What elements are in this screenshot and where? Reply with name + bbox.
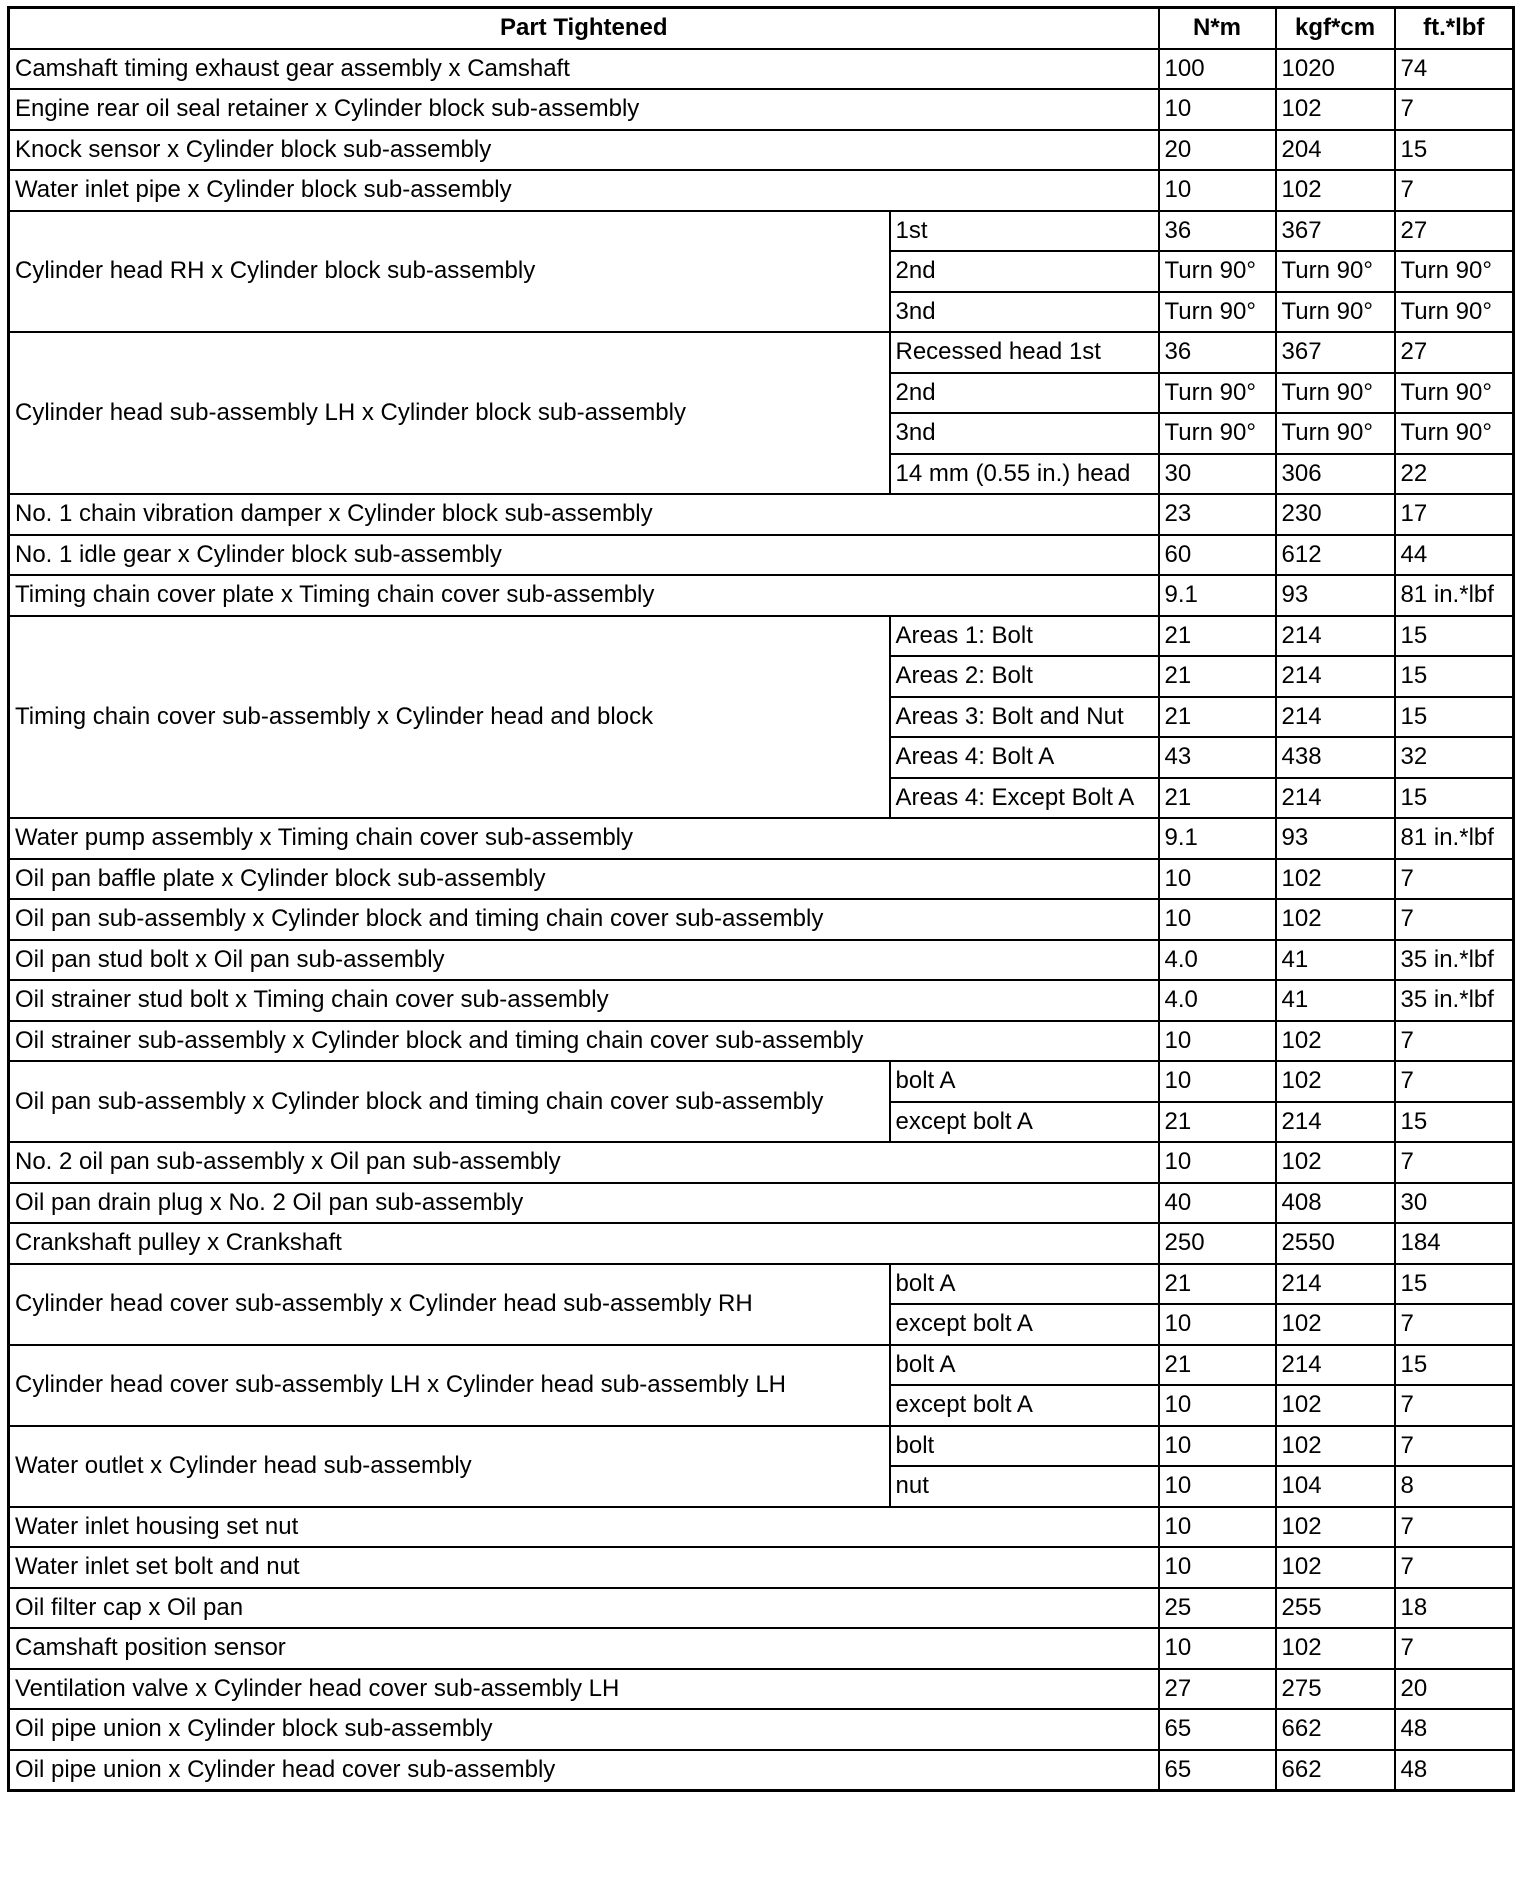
- torque-nm-cell: 10: [1159, 1385, 1276, 1426]
- torque-kgf-cm-cell: 102: [1276, 170, 1395, 211]
- condition-cell: 14 mm (0.55 in.) head: [890, 454, 1159, 495]
- torque-ft-lbf-cell: Turn 90°: [1395, 373, 1514, 414]
- part-tightened-cell: Oil pipe union x Cylinder head cover sub-assembly: [9, 1750, 1159, 1791]
- torque-kgf-cm-cell: 214: [1276, 616, 1395, 657]
- table-row: [9, 1547, 1514, 1588]
- torque-ft-lbf-cell: 15: [1395, 656, 1514, 697]
- torque-nm-cell: 27: [1159, 1669, 1276, 1710]
- table-row: [9, 1426, 1514, 1467]
- torque-kgf-cm-cell: Turn 90°: [1276, 413, 1395, 454]
- table-row: [9, 1345, 1514, 1386]
- part-tightened-cell: Water outlet x Cylinder head sub-assembly: [9, 1426, 890, 1507]
- torque-nm-cell: 21: [1159, 1345, 1276, 1386]
- part-tightened-cell: Ventilation valve x Cylinder head cover sub-assembly LH: [9, 1669, 1159, 1710]
- table-header-row: [9, 8, 1514, 49]
- torque-ft-lbf-cell: 81 in.*lbf: [1395, 818, 1514, 859]
- torque-nm-cell: 10: [1159, 1547, 1276, 1588]
- table-row: [9, 49, 1514, 90]
- table-row: [9, 1142, 1514, 1183]
- torque-ft-lbf-cell: 48: [1395, 1709, 1514, 1750]
- torque-kgf-cm-cell: 367: [1276, 211, 1395, 252]
- torque-ft-lbf-cell: 35 in.*lbf: [1395, 980, 1514, 1021]
- condition-cell: nut: [890, 1466, 1159, 1507]
- condition-cell: except bolt A: [890, 1102, 1159, 1143]
- torque-kgf-cm-cell: Turn 90°: [1276, 292, 1395, 333]
- part-tightened-cell: No. 2 oil pan sub-assembly x Oil pan sub-assembly: [9, 1142, 1159, 1183]
- torque-kgf-cm-cell: 214: [1276, 1345, 1395, 1386]
- torque-nm-cell: Turn 90°: [1159, 373, 1276, 414]
- torque-kgf-cm-cell: 306: [1276, 454, 1395, 495]
- torque-ft-lbf-cell: 7: [1395, 1628, 1514, 1669]
- table-row: [9, 1061, 1514, 1102]
- torque-kgf-cm-cell: 102: [1276, 1304, 1395, 1345]
- table-row: [9, 575, 1514, 616]
- torque-ft-lbf-cell: Turn 90°: [1395, 413, 1514, 454]
- torque-ft-lbf-cell: 15: [1395, 616, 1514, 657]
- torque-ft-lbf-cell: 30: [1395, 1183, 1514, 1224]
- table-row: [9, 535, 1514, 576]
- table-row: [9, 1183, 1514, 1224]
- condition-cell: Areas 4: Except Bolt A: [890, 778, 1159, 819]
- part-tightened-cell: Oil filter cap x Oil pan: [9, 1588, 1159, 1629]
- torque-ft-lbf-cell: 7: [1395, 1304, 1514, 1345]
- condition-cell: 3nd: [890, 413, 1159, 454]
- part-tightened-cell: Oil pan baffle plate x Cylinder block sub-assembly: [9, 859, 1159, 900]
- table-row: [9, 89, 1514, 130]
- table-row: [9, 130, 1514, 171]
- condition-cell: Recessed head 1st: [890, 332, 1159, 373]
- table-row: [9, 1507, 1514, 1548]
- torque-nm-cell: 21: [1159, 616, 1276, 657]
- torque-kgf-cm-cell: 102: [1276, 899, 1395, 940]
- torque-kgf-cm-cell: 93: [1276, 575, 1395, 616]
- torque-nm-cell: 65: [1159, 1709, 1276, 1750]
- table-row: [9, 1588, 1514, 1629]
- torque-nm-cell: Turn 90°: [1159, 251, 1276, 292]
- torque-ft-lbf-cell: 18: [1395, 1588, 1514, 1629]
- torque-ft-lbf-cell: 7: [1395, 859, 1514, 900]
- table-row: [9, 332, 1514, 373]
- part-tightened-cell: Camshaft timing exhaust gear assembly x Camshaft: [9, 49, 1159, 90]
- torque-nm-cell: 21: [1159, 697, 1276, 738]
- torque-kgf-cm-cell: 102: [1276, 89, 1395, 130]
- condition-cell: bolt A: [890, 1345, 1159, 1386]
- torque-kgf-cm-cell: Turn 90°: [1276, 251, 1395, 292]
- part-tightened-cell: Water inlet set bolt and nut: [9, 1547, 1159, 1588]
- torque-ft-lbf-cell: 7: [1395, 1021, 1514, 1062]
- torque-kgf-cm-cell: 204: [1276, 130, 1395, 171]
- table-row: [9, 818, 1514, 859]
- torque-kgf-cm-cell: 104: [1276, 1466, 1395, 1507]
- torque-nm-cell: 10: [1159, 89, 1276, 130]
- torque-ft-lbf-cell: 48: [1395, 1750, 1514, 1791]
- part-tightened-cell: Water inlet pipe x Cylinder block sub-assembly: [9, 170, 1159, 211]
- torque-kgf-cm-cell: 230: [1276, 494, 1395, 535]
- torque-ft-lbf-cell: 15: [1395, 1345, 1514, 1386]
- torque-kgf-cm-cell: 275: [1276, 1669, 1395, 1710]
- condition-cell: Areas 3: Bolt and Nut: [890, 697, 1159, 738]
- torque-nm-cell: 9.1: [1159, 575, 1276, 616]
- torque-kgf-cm-cell: 438: [1276, 737, 1395, 778]
- torque-kgf-cm-cell: 102: [1276, 1061, 1395, 1102]
- torque-ft-lbf-cell: 7: [1395, 1426, 1514, 1467]
- torque-nm-cell: 60: [1159, 535, 1276, 576]
- torque-nm-cell: 36: [1159, 332, 1276, 373]
- part-tightened-cell: Water inlet housing set nut: [9, 1507, 1159, 1548]
- torque-nm-cell: 65: [1159, 1750, 1276, 1791]
- table-row: [9, 170, 1514, 211]
- torque-kgf-cm-cell: 2550: [1276, 1223, 1395, 1264]
- torque-nm-cell: 10: [1159, 1304, 1276, 1345]
- torque-kgf-cm-cell: 214: [1276, 778, 1395, 819]
- torque-nm-cell: 100: [1159, 49, 1276, 90]
- part-tightened-cell: Cylinder head RH x Cylinder block sub-assembly: [9, 211, 890, 333]
- part-tightened-cell: Cylinder head cover sub-assembly x Cylinder head sub-assembly RH: [9, 1264, 890, 1345]
- torque-ft-lbf-cell: Turn 90°: [1395, 292, 1514, 333]
- torque-kgf-cm-cell: 1020: [1276, 49, 1395, 90]
- torque-ft-lbf-cell: 8: [1395, 1466, 1514, 1507]
- torque-nm-cell: 25: [1159, 1588, 1276, 1629]
- table-row: [9, 1669, 1514, 1710]
- torque-ft-lbf-cell: 27: [1395, 332, 1514, 373]
- torque-nm-cell: 9.1: [1159, 818, 1276, 859]
- torque-kgf-cm-cell: Turn 90°: [1276, 373, 1395, 414]
- torque-nm-cell: 43: [1159, 737, 1276, 778]
- torque-nm-cell: 36: [1159, 211, 1276, 252]
- torque-kgf-cm-cell: 102: [1276, 1507, 1395, 1548]
- torque-nm-cell: 10: [1159, 1628, 1276, 1669]
- torque-kgf-cm-cell: 214: [1276, 697, 1395, 738]
- torque-kgf-cm-cell: 102: [1276, 1385, 1395, 1426]
- torque-ft-lbf-cell: 81 in.*lbf: [1395, 575, 1514, 616]
- header-ft-lbf: ft.*lbf: [1395, 8, 1514, 49]
- part-tightened-cell: Oil strainer sub-assembly x Cylinder block and timing chain cover sub-assembly: [9, 1021, 1159, 1062]
- torque-nm-cell: 10: [1159, 1061, 1276, 1102]
- torque-kgf-cm-cell: 102: [1276, 1142, 1395, 1183]
- torque-nm-cell: Turn 90°: [1159, 413, 1276, 454]
- part-tightened-cell: Cylinder head cover sub-assembly LH x Cylinder head sub-assembly LH: [9, 1345, 890, 1426]
- table-row: [9, 211, 1514, 252]
- table-row: [9, 899, 1514, 940]
- torque-nm-cell: 250: [1159, 1223, 1276, 1264]
- condition-cell: Areas 1: Bolt: [890, 616, 1159, 657]
- torque-nm-cell: 4.0: [1159, 940, 1276, 981]
- header-nm: N*m: [1159, 8, 1276, 49]
- torque-nm-cell: 10: [1159, 1466, 1276, 1507]
- torque-nm-cell: 10: [1159, 1426, 1276, 1467]
- torque-ft-lbf-cell: 7: [1395, 1061, 1514, 1102]
- part-tightened-cell: Timing chain cover sub-assembly x Cylinder head and block: [9, 616, 890, 819]
- table-row: [9, 1021, 1514, 1062]
- torque-nm-cell: 21: [1159, 1264, 1276, 1305]
- condition-cell: bolt: [890, 1426, 1159, 1467]
- condition-cell: bolt A: [890, 1264, 1159, 1305]
- torque-ft-lbf-cell: 7: [1395, 1385, 1514, 1426]
- part-tightened-cell: Oil pan stud bolt x Oil pan sub-assembly: [9, 940, 1159, 981]
- torque-nm-cell: 23: [1159, 494, 1276, 535]
- part-tightened-cell: Oil strainer stud bolt x Timing chain cover sub-assembly: [9, 980, 1159, 1021]
- torque-kgf-cm-cell: 612: [1276, 535, 1395, 576]
- part-tightened-cell: No. 1 idle gear x Cylinder block sub-assembly: [9, 535, 1159, 576]
- part-tightened-cell: Oil pan sub-assembly x Cylinder block and timing chain cover sub-assembly: [9, 899, 1159, 940]
- torque-ft-lbf-cell: 27: [1395, 211, 1514, 252]
- table-body: [9, 49, 1514, 1791]
- torque-ft-lbf-cell: 44: [1395, 535, 1514, 576]
- torque-kgf-cm-cell: 214: [1276, 656, 1395, 697]
- torque-ft-lbf-cell: 7: [1395, 1547, 1514, 1588]
- condition-cell: 2nd: [890, 251, 1159, 292]
- torque-kgf-cm-cell: 93: [1276, 818, 1395, 859]
- torque-ft-lbf-cell: 15: [1395, 130, 1514, 171]
- table-row: [9, 1709, 1514, 1750]
- torque-nm-cell: 10: [1159, 1142, 1276, 1183]
- part-tightened-cell: Oil pipe union x Cylinder block sub-assembly: [9, 1709, 1159, 1750]
- torque-nm-cell: 10: [1159, 859, 1276, 900]
- torque-kgf-cm-cell: 102: [1276, 1426, 1395, 1467]
- torque-ft-lbf-cell: 20: [1395, 1669, 1514, 1710]
- torque-nm-cell: 30: [1159, 454, 1276, 495]
- part-tightened-cell: Cylinder head sub-assembly LH x Cylinder block sub-assembly: [9, 332, 890, 494]
- torque-ft-lbf-cell: 15: [1395, 697, 1514, 738]
- torque-nm-cell: 21: [1159, 778, 1276, 819]
- header-kgf-cm: kgf*cm: [1276, 8, 1395, 49]
- torque-ft-lbf-cell: 35 in.*lbf: [1395, 940, 1514, 981]
- table-row: [9, 1750, 1514, 1791]
- torque-kgf-cm-cell: 102: [1276, 1021, 1395, 1062]
- torque-spec-table: [7, 6, 1515, 1792]
- part-tightened-cell: Oil pan drain plug x No. 2 Oil pan sub-assembly: [9, 1183, 1159, 1224]
- torque-kgf-cm-cell: 662: [1276, 1750, 1395, 1791]
- torque-kgf-cm-cell: 102: [1276, 1547, 1395, 1588]
- table-row: [9, 980, 1514, 1021]
- torque-kgf-cm-cell: 41: [1276, 980, 1395, 1021]
- torque-kgf-cm-cell: 214: [1276, 1264, 1395, 1305]
- table-row: [9, 859, 1514, 900]
- part-tightened-cell: Camshaft position sensor: [9, 1628, 1159, 1669]
- part-tightened-cell: Knock sensor x Cylinder block sub-assembly: [9, 130, 1159, 171]
- torque-nm-cell: 4.0: [1159, 980, 1276, 1021]
- table-row: [9, 1223, 1514, 1264]
- torque-kgf-cm-cell: 102: [1276, 859, 1395, 900]
- torque-nm-cell: Turn 90°: [1159, 292, 1276, 333]
- torque-ft-lbf-cell: 7: [1395, 89, 1514, 130]
- torque-nm-cell: 20: [1159, 130, 1276, 171]
- torque-kgf-cm-cell: 662: [1276, 1709, 1395, 1750]
- table-row: [9, 494, 1514, 535]
- torque-ft-lbf-cell: 15: [1395, 1102, 1514, 1143]
- condition-cell: Areas 4: Bolt A: [890, 737, 1159, 778]
- torque-ft-lbf-cell: 7: [1395, 899, 1514, 940]
- torque-ft-lbf-cell: 7: [1395, 1507, 1514, 1548]
- condition-cell: except bolt A: [890, 1385, 1159, 1426]
- torque-nm-cell: 10: [1159, 1021, 1276, 1062]
- torque-kgf-cm-cell: 408: [1276, 1183, 1395, 1224]
- part-tightened-cell: Timing chain cover plate x Timing chain cover sub-assembly: [9, 575, 1159, 616]
- torque-kgf-cm-cell: 214: [1276, 1102, 1395, 1143]
- part-tightened-cell: Oil pan sub-assembly x Cylinder block and timing chain cover sub-assembly: [9, 1061, 890, 1142]
- part-tightened-cell: No. 1 chain vibration damper x Cylinder block sub-assembly: [9, 494, 1159, 535]
- table-row: [9, 1628, 1514, 1669]
- torque-ft-lbf-cell: 7: [1395, 1142, 1514, 1183]
- condition-cell: Areas 2: Bolt: [890, 656, 1159, 697]
- header-part-tightened: Part Tightened: [9, 8, 1159, 49]
- torque-nm-cell: 21: [1159, 1102, 1276, 1143]
- torque-ft-lbf-cell: 15: [1395, 1264, 1514, 1305]
- table-row: [9, 1264, 1514, 1305]
- condition-cell: 3nd: [890, 292, 1159, 333]
- condition-cell: bolt A: [890, 1061, 1159, 1102]
- torque-nm-cell: 10: [1159, 899, 1276, 940]
- condition-cell: except bolt A: [890, 1304, 1159, 1345]
- torque-ft-lbf-cell: 15: [1395, 778, 1514, 819]
- torque-ft-lbf-cell: 32: [1395, 737, 1514, 778]
- condition-cell: 1st: [890, 211, 1159, 252]
- torque-ft-lbf-cell: Turn 90°: [1395, 251, 1514, 292]
- torque-nm-cell: 40: [1159, 1183, 1276, 1224]
- torque-ft-lbf-cell: 22: [1395, 454, 1514, 495]
- torque-ft-lbf-cell: 74: [1395, 49, 1514, 90]
- part-tightened-cell: Crankshaft pulley x Crankshaft: [9, 1223, 1159, 1264]
- table-row: [9, 616, 1514, 657]
- torque-kgf-cm-cell: 255: [1276, 1588, 1395, 1629]
- torque-nm-cell: 10: [1159, 1507, 1276, 1548]
- torque-ft-lbf-cell: 7: [1395, 170, 1514, 211]
- torque-ft-lbf-cell: 17: [1395, 494, 1514, 535]
- torque-nm-cell: 21: [1159, 656, 1276, 697]
- torque-kgf-cm-cell: 102: [1276, 1628, 1395, 1669]
- part-tightened-cell: Engine rear oil seal retainer x Cylinder block sub-assembly: [9, 89, 1159, 130]
- condition-cell: 2nd: [890, 373, 1159, 414]
- torque-spec-page: [7, 6, 1515, 1792]
- torque-kgf-cm-cell: 41: [1276, 940, 1395, 981]
- table-row: [9, 940, 1514, 981]
- part-tightened-cell: Water pump assembly x Timing chain cover sub-assembly: [9, 818, 1159, 859]
- torque-ft-lbf-cell: 184: [1395, 1223, 1514, 1264]
- torque-nm-cell: 10: [1159, 170, 1276, 211]
- torque-kgf-cm-cell: 367: [1276, 332, 1395, 373]
